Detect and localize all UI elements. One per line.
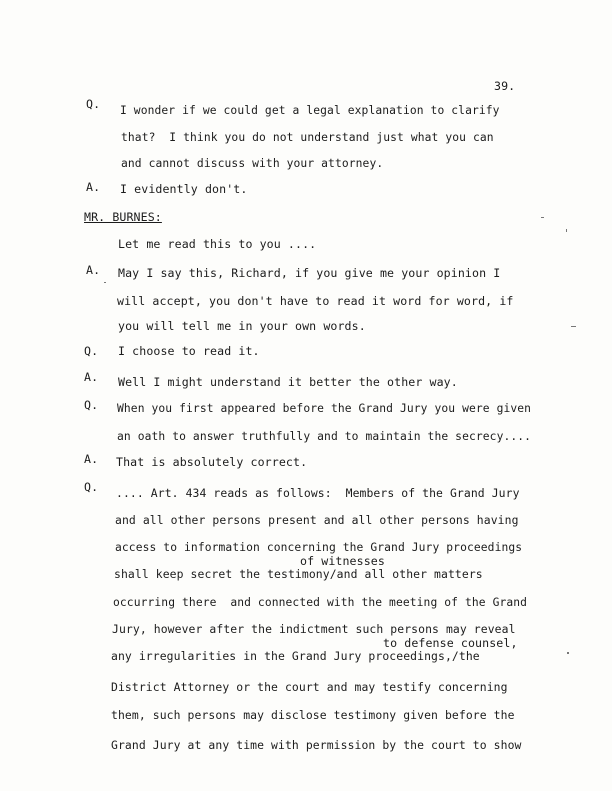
transcript-line: shall keep secret the testimony/and all other matters	[114, 567, 483, 581]
interlineation: to defense counsel,	[383, 636, 518, 650]
transcript-line: District Attorney or the court and may testify concerning	[111, 680, 508, 694]
transcript-line: I evidently don't.	[120, 182, 248, 196]
speaker-label: Q.	[84, 480, 99, 494]
scan-speck	[104, 282, 106, 283]
speaker-heading: MR. BURNES:	[84, 210, 162, 224]
scan-speck	[567, 652, 569, 654]
scan-speck	[566, 229, 567, 232]
speaker-label: Q.	[84, 344, 99, 358]
speaker-label: A.	[84, 370, 99, 384]
speaker-label: Q.	[86, 97, 101, 111]
transcript-line: that? I think you do not understand just what you can	[121, 131, 494, 144]
speaker-label: A.	[84, 452, 99, 466]
transcript-line: Let me read this to you ....	[118, 237, 317, 251]
speaker-label: A.	[86, 180, 101, 194]
scan-speck	[571, 326, 576, 327]
transcript-line: access to information concerning the Grand Jury proceedings	[115, 541, 523, 554]
transcript-line: I wonder if we could get a legal explanation to clarify	[120, 104, 500, 117]
scan-speck	[541, 217, 544, 218]
speaker-label: A.	[86, 263, 101, 277]
transcript-line: When you first appeared before the Grand Jury you were given	[117, 402, 532, 415]
interlineation: of witnesses	[300, 554, 385, 568]
transcript-line: you will tell me in your own words.	[118, 319, 366, 333]
transcript-line: I choose to read it.	[118, 344, 260, 358]
speaker-label: Q.	[84, 398, 99, 412]
transcript-line: and cannot discuss with your attorney.	[121, 157, 384, 170]
transcript-line: That is absolutely correct.	[116, 455, 308, 469]
transcript-line: an oath to answer truthfully and to maintain the secrecy....	[117, 430, 532, 443]
transcript-line: Well I might understand it better the other way.	[118, 375, 458, 389]
page-number: 39.	[494, 79, 516, 93]
transcript-line: .... Art. 434 reads as follows: Members of the Grand Jury	[116, 486, 520, 500]
transcript-line: May I say this, Richard, if you give me your opinion I	[118, 266, 501, 280]
transcript-line: Grand Jury at any time with permission by the court to show	[111, 738, 522, 752]
transcript-line: them, such persons may disclose testimony given before the	[111, 708, 515, 722]
transcript-line: any irregularities in the Grand Jury proceedings,/the	[111, 649, 480, 663]
transcript-line: Jury, however after the indictment such persons may reveal	[112, 622, 516, 636]
transcript-line: will accept, you don't have to read it word for word, if	[117, 294, 514, 308]
transcript-line: and all other persons present and all other persons having	[115, 513, 519, 527]
transcript-line: occurring there and connected with the meeting of the Grand	[113, 596, 528, 609]
